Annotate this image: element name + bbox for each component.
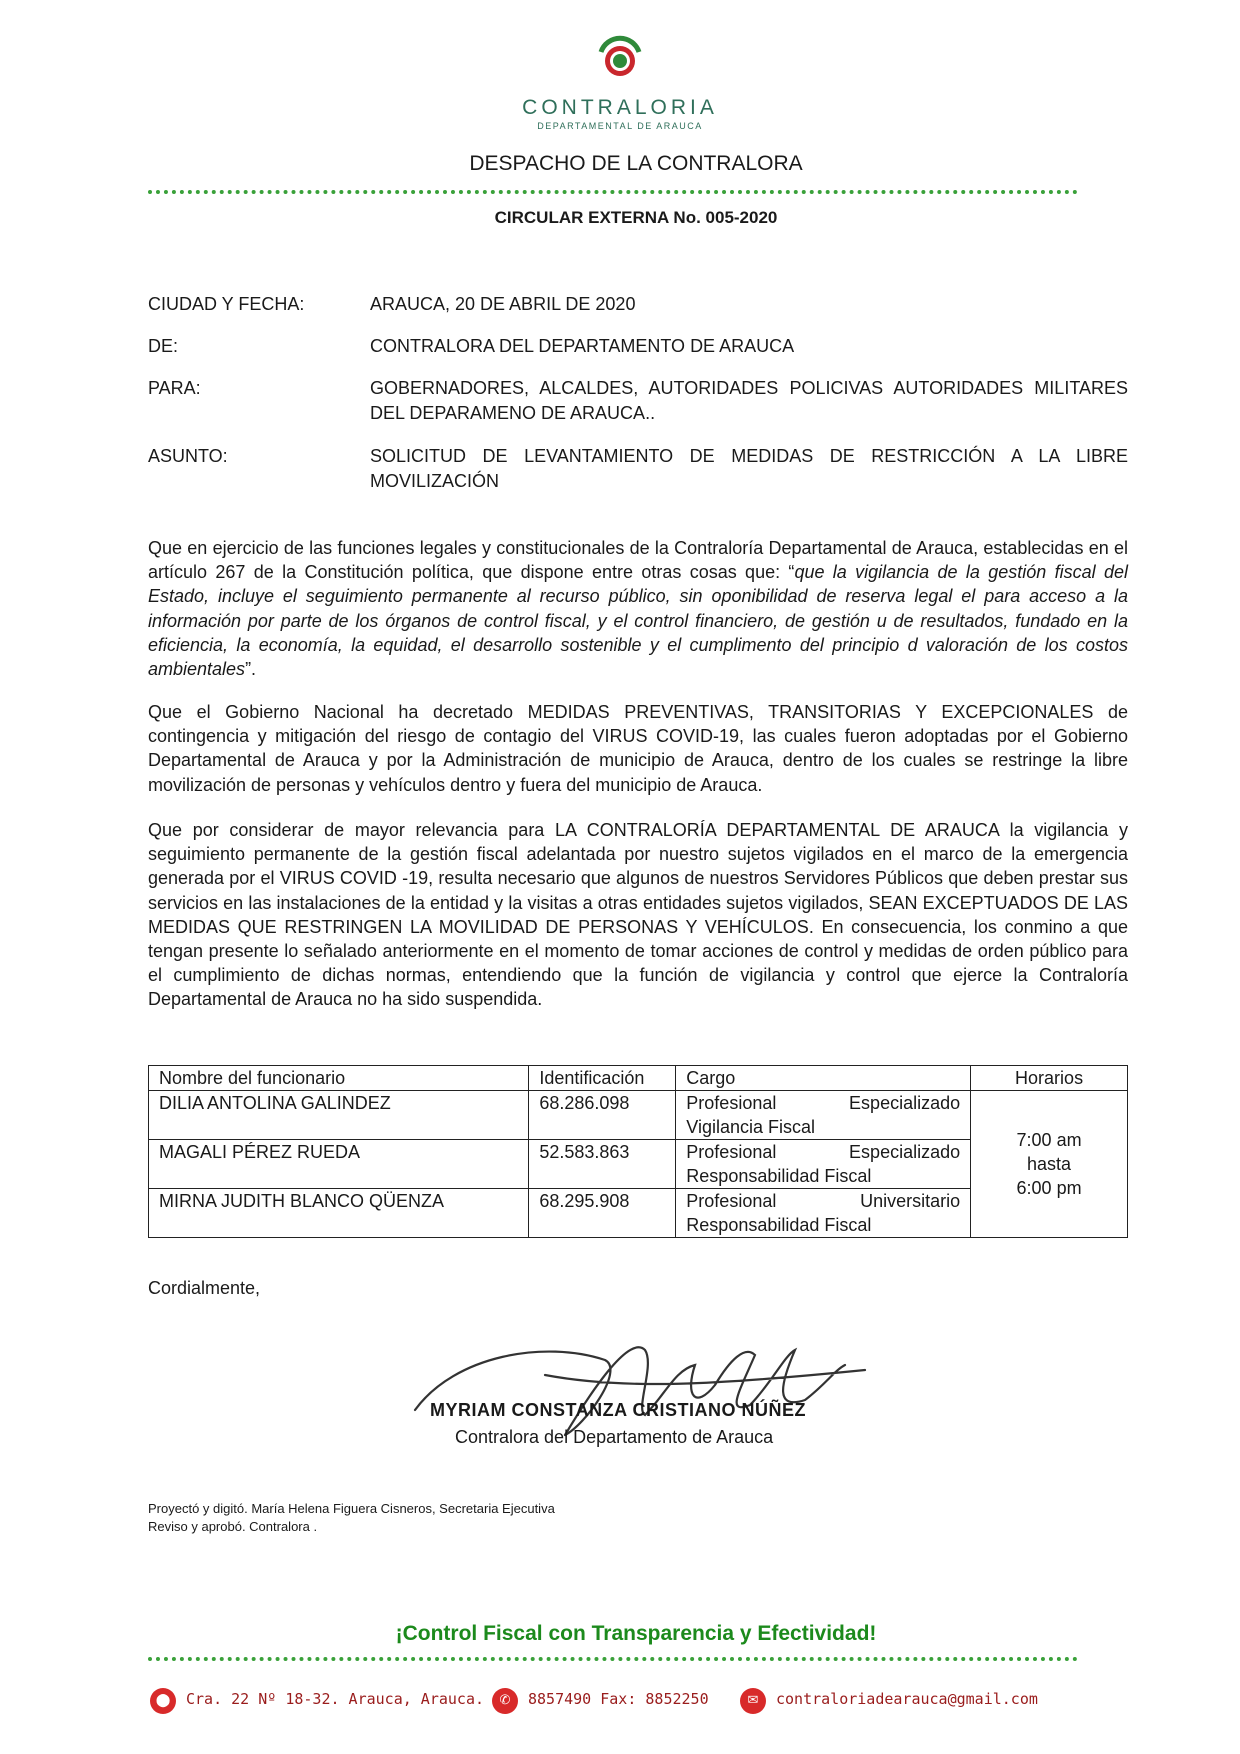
column-header-cargo: Cargo bbox=[676, 1066, 971, 1091]
employee-name: DILIA ANTOLINA GALINDEZ bbox=[149, 1091, 529, 1140]
cargo-grade: Especializado bbox=[849, 1142, 961, 1162]
schedule-mid: hasta bbox=[1027, 1154, 1072, 1174]
staff-table bbox=[148, 1065, 1128, 1238]
table-row bbox=[149, 1091, 1128, 1140]
cargo-area: Responsabilidad Fiscal bbox=[686, 1166, 872, 1186]
schedule-to: 6:00 pm bbox=[1016, 1178, 1082, 1198]
employee-name: MAGALI PÉREZ RUEDA bbox=[149, 1140, 529, 1189]
to-value: GOBERNADORES, ALCALDES, AUTORIDADES POLICIVAS AUTORIDADES MILITARES DEL DEPARAMENO DE ARAUCA.. bbox=[370, 378, 1128, 423]
footnote-prepared: Proyectó y digitó. María Helena Figuera Cisneros, Secretaria Ejecutiva bbox=[148, 1501, 555, 1516]
logo-name: CONTRALORIA bbox=[522, 96, 718, 119]
paragraph-3: Que por considerar de mayor relevancia para LA CONTRALORÍA DEPARTAMENTAL DE ARAUCA la vigilancia y seguimiento permanente de la gestión fiscal adelantada por nuestro sujetos vigilados en el marco de la emergencia generada por el VIRUS COVID -19, resulta necesario que algunos de nuestros Servidores Públicos que deben prestar sus servicios en las instalaciones de la entidad y la visitas a otras entidades sujetos vigilados, SEAN EXCEPTUADOS DE LAS MEDIDAS QUE RESTRINGEN LA MOVILIDAD DE PERSONAS Y VEHÍCULOS. En consecuencia, los conmino a que tengan presente lo señalado anteriormente en el momento de tomar acciones de control y medidas de orden público para el cumplimiento de dichas normas, entendiendo que la función de vigilancia y control que ejerce la Contraloría Departamental de Arauca no ha sido suspendida. bbox=[148, 820, 1128, 1010]
employee-cargo bbox=[676, 1091, 971, 1140]
divider-top bbox=[148, 190, 1078, 194]
office-title: DESPACHO DE LA CONTRALORA bbox=[469, 152, 803, 175]
schedule-from: 7:00 am bbox=[1016, 1130, 1082, 1150]
footnote-approved: Reviso y aprobó. Contralora . bbox=[148, 1519, 318, 1534]
signer-name: MYRIAM CONSTANZA CRISTIANO NÚÑEZ bbox=[430, 1400, 806, 1420]
employee-cargo bbox=[676, 1140, 971, 1189]
employee-id: 68.295.908 bbox=[529, 1189, 676, 1238]
closing-text: Cordialmente, bbox=[148, 1278, 261, 1298]
footer-email: contraloriadearauca@gmail.com bbox=[776, 1690, 1038, 1708]
constitution-quote: que la vigilancia de la gestión fiscal del Estado, incluye el seguimiento permanente al recurso público, sin oponibilidad de reserva legal el para acceso a la información por parte de los órganos de control fiscal, y el control financiero, de gestión u de resultados, fundado en la eficiencia, la economía, la equidad, el desarrollo sostenible y el cumplimento del principio d valoración de los costos ambientales bbox=[148, 562, 1128, 680]
from-label: DE: bbox=[148, 336, 179, 356]
cargo-level: Profesional bbox=[686, 1142, 777, 1162]
cargo-level: Profesional bbox=[686, 1093, 777, 1113]
from-value: CONTRALORA DEL DEPARTAMENTO DE ARAUCA bbox=[370, 336, 795, 356]
footer-phone: 8857490 Fax: 8852250 bbox=[528, 1690, 709, 1708]
date-label: CIUDAD Y FECHA: bbox=[148, 294, 305, 314]
employee-name: MIRNA JUDITH BLANCO QÜENZA bbox=[149, 1189, 529, 1238]
employee-cargo bbox=[676, 1189, 971, 1238]
footer-motto: ¡Control Fiscal con Transparencia y Efectividad! bbox=[395, 1622, 877, 1645]
subject-label: ASUNTO: bbox=[148, 446, 228, 466]
paragraph-1 bbox=[148, 536, 1128, 681]
date-value: ARAUCA, 20 DE ABRIL DE 2020 bbox=[370, 294, 636, 314]
footer-address: Cra. 22 Nº 18-32. Arauca, Arauca. bbox=[186, 1690, 485, 1708]
divider-bottom bbox=[148, 1657, 1078, 1661]
subject-value: SOLICITUD DE LEVANTAMIENTO DE MEDIDAS DE RESTRICCIÓN A LA LIBRE MOVILIZACIÓN bbox=[370, 446, 1128, 491]
paragraph-2: Que el Gobierno Nacional ha decretado MEDIDAS PREVENTIVAS, TRANSITORIAS Y EXCEPCIONALES de contingencia y mitigación del riesgo de contagio del VIRUS COVID-19, las cuales fueron adoptadas por el Gobierno Departamental de Arauca y por la Administración de municipio de Arauca, dentro de los cuales se restringe la libre movilización de personas y vehículos dentro y fuera del municipio de Arauca. bbox=[148, 702, 1128, 795]
column-header-horarios: Horarios bbox=[971, 1066, 1128, 1091]
logo-subtitle: DEPARTAMENTAL DE ARAUCA bbox=[537, 121, 703, 131]
column-header-name: Nombre del funcionario bbox=[149, 1066, 529, 1091]
signer-role: Contralora del Departamento de Arauca bbox=[455, 1427, 774, 1447]
to-label: PARA: bbox=[148, 378, 201, 398]
cargo-level: Profesional bbox=[686, 1191, 777, 1211]
cargo-area: Responsabilidad Fiscal bbox=[686, 1215, 872, 1235]
phone-icon: ✆ bbox=[492, 1688, 518, 1714]
cargo-grade: Universitario bbox=[860, 1191, 961, 1211]
circular-number: CIRCULAR EXTERNA No. 005-2020 bbox=[494, 208, 778, 227]
paragraph-1-intro: Que en ejercicio de las funciones legales y constitucionales de la Contraloría Departamental de Arauca, establecidas en el artículo 267 de la Constitución política, que dispone entre otras cosas que: “ bbox=[148, 538, 1128, 583]
schedule-cell bbox=[971, 1091, 1128, 1238]
mail-icon: ✉ bbox=[740, 1688, 766, 1714]
column-header-id: Identificación bbox=[529, 1066, 676, 1091]
table-header-row bbox=[149, 1066, 1128, 1091]
paragraph-1-end: ”. bbox=[245, 659, 257, 680]
location-pin-icon: ⬤ bbox=[150, 1688, 176, 1714]
logo bbox=[490, 30, 750, 140]
logo-emblem-icon bbox=[593, 30, 647, 84]
cargo-area: Vigilancia Fiscal bbox=[686, 1117, 816, 1137]
employee-id: 68.286.098 bbox=[529, 1091, 676, 1140]
employee-id: 52.583.863 bbox=[529, 1140, 676, 1189]
cargo-grade: Especializado bbox=[849, 1093, 961, 1113]
